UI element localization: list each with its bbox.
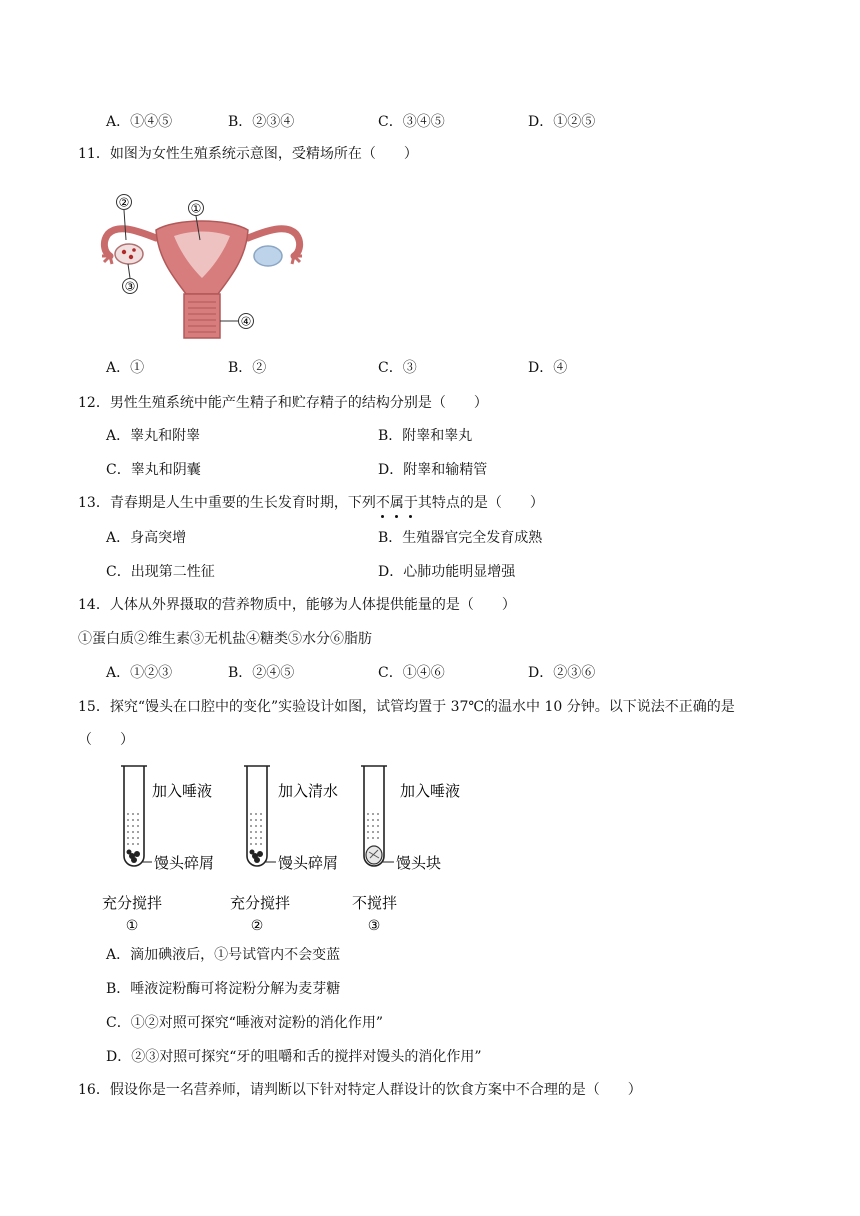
q13-emph-1: 不 [375, 495, 390, 511]
q12-stem: 12．男性生殖系统中能产生精子和贮存精子的结构分别是（ ） [78, 395, 488, 411]
q13-option-c[interactable]: C．出现第二性征 [106, 564, 215, 580]
q11-option-d[interactable]: D．④ [528, 360, 568, 376]
tube3-add-label: 加入唾液 [400, 782, 461, 800]
q10-option-b[interactable]: B．②③④ [228, 114, 295, 130]
q14-option-c[interactable]: C．①④⑥ [378, 665, 445, 681]
tube2-content-label: 馒头碎屑 [278, 854, 339, 872]
q14-stem: 14．人体从外界摄取的营养物质中，能够为人体提供能量的是（ ） [78, 597, 516, 613]
q15-option-a[interactable]: A．滴加碘液后，①号试管内不会变蓝 [106, 947, 341, 963]
q11-stem: 11．如图为女性生殖系统示意图，受精场所在（ ） [78, 146, 418, 162]
q12-option-b[interactable]: B．附睾和睾丸 [378, 428, 473, 444]
test-tube-1 [121, 766, 147, 866]
q15-option-d[interactable]: D．②③对照可探究“牙的咀嚼和舌的搅拌对馒头的消化作用” [106, 1049, 482, 1065]
q14-option-d[interactable]: D．②③⑥ [528, 665, 596, 681]
tube1-number: ① [125, 918, 139, 934]
q10-option-c[interactable]: C．③④⑤ [378, 114, 445, 130]
q13-emph-2: 属 [389, 495, 404, 511]
q15-stem: 15．探究“馒头在口腔中的变化”实验设计如图，试管均置于 37℃的温水中 10 分钟。以下说法不正确的是 [78, 699, 735, 715]
q12-option-d[interactable]: D．附睾和输精管 [378, 462, 488, 478]
tube1-content-label: 馒头碎屑 [154, 854, 215, 872]
test-tube-2 [244, 766, 270, 866]
q10-option-d[interactable]: D．①②⑤ [528, 114, 596, 130]
q14-option-a[interactable]: A．①②③ [106, 665, 173, 681]
q15-option-b[interactable]: B．唾液淀粉酶可将淀粉分解为麦芽糖 [106, 981, 341, 997]
tube2-action-label: 充分搅拌 [230, 894, 291, 912]
q11-option-a[interactable]: A．① [106, 360, 145, 376]
figure-label-1: ① [190, 201, 202, 216]
tube2-number: ② [250, 918, 264, 934]
tube3-content-label: 馒头块 [396, 854, 442, 872]
q13-emph-3: 于 [403, 495, 418, 511]
q12-option-a[interactable]: A．睾丸和附睾 [106, 428, 201, 444]
tube1-action-label: 充分搅拌 [102, 894, 163, 912]
q14-option-b[interactable]: B．②④⑤ [228, 665, 295, 681]
q13-stem-post: 其特点的是（ ） [417, 495, 544, 511]
figure-label-2: ② [118, 195, 130, 210]
tube3-number: ③ [367, 918, 381, 934]
q13-stem [78, 493, 544, 513]
q11-option-c[interactable]: C．③ [378, 360, 417, 376]
female-reproductive-system-figure [96, 190, 308, 340]
steamed-bun-experiment-figure [96, 760, 476, 936]
q11-option-b[interactable]: B．② [228, 360, 267, 376]
q10-option-a[interactable]: A．①④⑤ [106, 114, 173, 130]
q12-option-c[interactable]: C．睾丸和阴囊 [106, 462, 201, 478]
q15-stem-cont: （ ） [78, 732, 134, 748]
q13-option-a[interactable]: A．身高突增 [106, 530, 187, 546]
q13-option-d[interactable]: D．心肺功能明显增强 [378, 564, 516, 580]
q15-option-c[interactable]: C．①②对照可探究“唾液对淀粉的消化作用” [106, 1015, 384, 1031]
test-tube-3 [361, 766, 387, 866]
tube2-add-label: 加入清水 [278, 782, 339, 800]
figure-label-3: ③ [124, 279, 136, 294]
q13-stem-pre: 13．青春期是人生中重要的生长发育时期，下列 [78, 495, 376, 511]
figure-label-4: ④ [240, 314, 252, 329]
q14-items: ①蛋白质②维生素③无机盐④糖类⑤水分⑥脂肪 [78, 631, 372, 647]
tube3-action-label: 不搅拌 [352, 894, 398, 912]
q13-option-b[interactable]: B．生殖器官完全发育成熟 [378, 530, 543, 546]
q16-stem: 16．假设你是一名营养师，请判断以下针对特定人群设计的饮食方案中不合理的是（ ） [78, 1082, 642, 1098]
tube1-add-label: 加入唾液 [152, 782, 213, 800]
